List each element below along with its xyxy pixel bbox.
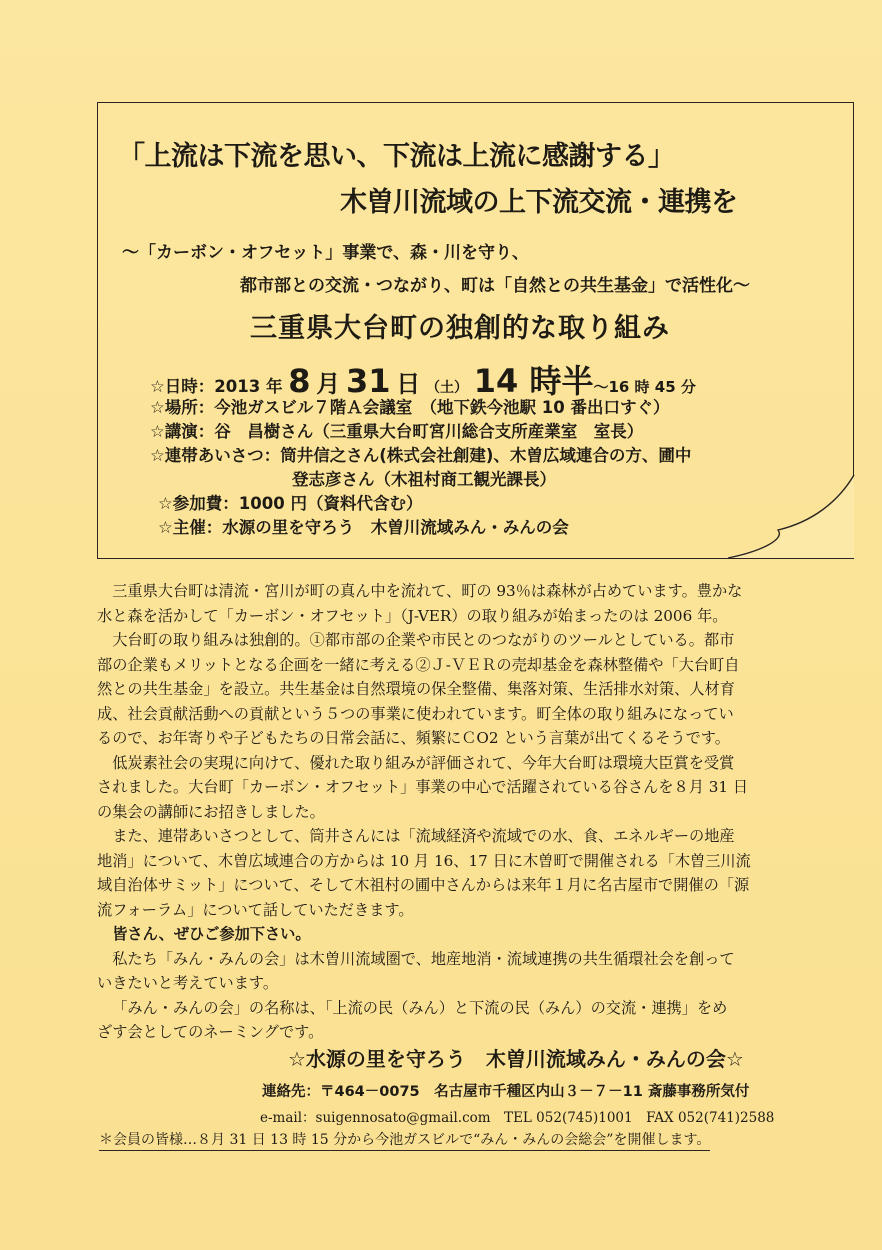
body-line: 大台町の取り組みは独創的。①都市部の企業や市民とのつながりのツールとしている。都市: [112, 631, 735, 649]
body-line: 三重県大台町は清流・宮川が町の真ん中を流れて、町の 93％は森林が占めています。豊かな: [112, 582, 743, 600]
body-line: 水と森を活かして「カーボン・オフセット」（J-VER）の取り組みが始まったのは 2006 年。: [97, 606, 728, 625]
body-line: 成、社会貢献活動への貢献という５つの事業に使われています。町全体の取り組みになってい: [97, 704, 734, 723]
footer-contact: 連絡先：〒464－0075 名古屋市千種区内山３－７－11 斎藤事務所気付: [262, 1084, 750, 1100]
body-line: いきたいと考えています。: [97, 974, 279, 992]
body-line: 然との共生基金」を設立。共生基金は自然環境の保全整備、集落対策、生活排水対策、人材育: [97, 680, 735, 698]
subtitle-line-1: ～「カーボン・オフセット」事業で、森・川を守り、: [122, 243, 529, 263]
headline: 三重県大台町の独創的な取り組み: [250, 313, 670, 344]
date-time-start: 14 時半: [473, 362, 594, 400]
body-line: ざす会としてのネーミングです。: [97, 1023, 324, 1041]
body-line: 私たち「みん・みんの会」は木曽川流域圏で、地産地消・流域連携の共生循環社会を創って: [112, 949, 735, 968]
date-month: 8: [288, 362, 311, 400]
date-weekday: （土）: [426, 380, 469, 396]
body-line: 部の企業もメリットとなる企画を一緒に考える②Ｊ-ＶＥＲの売却基金を森林整備や「大台町自: [97, 655, 740, 674]
subtitle-line-2: 都市部との交流・つながり、町は「自然との共生基金」で活性化～: [240, 276, 750, 296]
title-line-1: 「上流は下流を思い、下流は上流に感謝する」: [118, 141, 675, 172]
page-curl-decoration: [720, 470, 860, 565]
body-line: るので、お年寄りや子どもたちの日常会話に、頻繁にＣO2 という言葉が出てくるそうです。: [97, 729, 730, 747]
event-organizer: ☆主催：水源の里を守ろう 木曽川流域みん・みんの会: [158, 518, 569, 537]
event-lecture: ☆講演：谷 昌樹さん（三重県大台町宮川総合支所産業室 室長）: [150, 422, 644, 441]
footer-member-note: ＊会員の皆様…８月 31 日 13 時 15 分から今池ガスビルで“みん・みんの会総会”を開催します。: [99, 1129, 710, 1151]
body-line: 流フォーラム」について話していただきます。: [97, 900, 414, 919]
body-line: の集会の講師にお招きしました。: [97, 802, 325, 821]
body-line: 低炭素社会の実現に向けて、優れた取り組みが評価されて、今年大台町は環境大臣賞を受賞: [112, 753, 735, 772]
event-place: ☆場所：今池ガスビル７階Ａ会議室 （地下鉄今池駅 10 番出口すぐ）: [150, 398, 670, 417]
body-text: [97, 579, 797, 1045]
date-day: 31: [345, 362, 391, 400]
body-line: 「みん・みんの会」の名称は、「上流の民（みん）と下流の民（みん）の交流・連携」をめ: [112, 998, 728, 1017]
body-line: また、連帯あいさつとして、筒井さんには「流域経済や流域での水、食、エネルギーの地産: [112, 827, 735, 845]
body-line: 域自治体サミット」について、そして木祖村の圃中さんからは来年１月に名古屋市で開催の「源: [97, 876, 750, 894]
date-day-unit: 日: [396, 370, 421, 398]
body-line: されました。大台町「カーボン・オフセット」事業の中心で活躍されている谷さんを８月 31 日: [97, 778, 749, 796]
event-greeting-1: ☆連帯あいさつ：筒井信之さん(株式会社創建)、木曽広域連合の方、圃中: [150, 446, 692, 465]
event-greeting-2: 登志彦さん（木祖村商工観光課長）: [292, 470, 556, 489]
date-time-end: ～16 時 45 分: [593, 378, 696, 396]
footer-email-phone: e-mail：suigennosato@gmail.com TEL 052(745)1001 FAX 052(741)2588: [260, 1110, 775, 1126]
footer-org-name: ☆水源の里を守ろう 木曽川流域みん・みんの会☆: [288, 1047, 744, 1071]
date-label: ☆日時：2013 年: [150, 377, 283, 396]
title-line-2: 木曽川流域の上下流交流・連携を: [340, 187, 738, 218]
body-line: 地消」について、木曽広域連合の方からは 10 月 16、17 日に木曽町で開催される「木曽三川流: [97, 851, 751, 870]
body-line-emphasis: 皆さん、ぜひご参加下さい。: [112, 925, 311, 943]
event-fee: ☆参加費：1000 円（資料代含む）: [158, 494, 423, 513]
date-month-unit: 月: [316, 370, 341, 398]
